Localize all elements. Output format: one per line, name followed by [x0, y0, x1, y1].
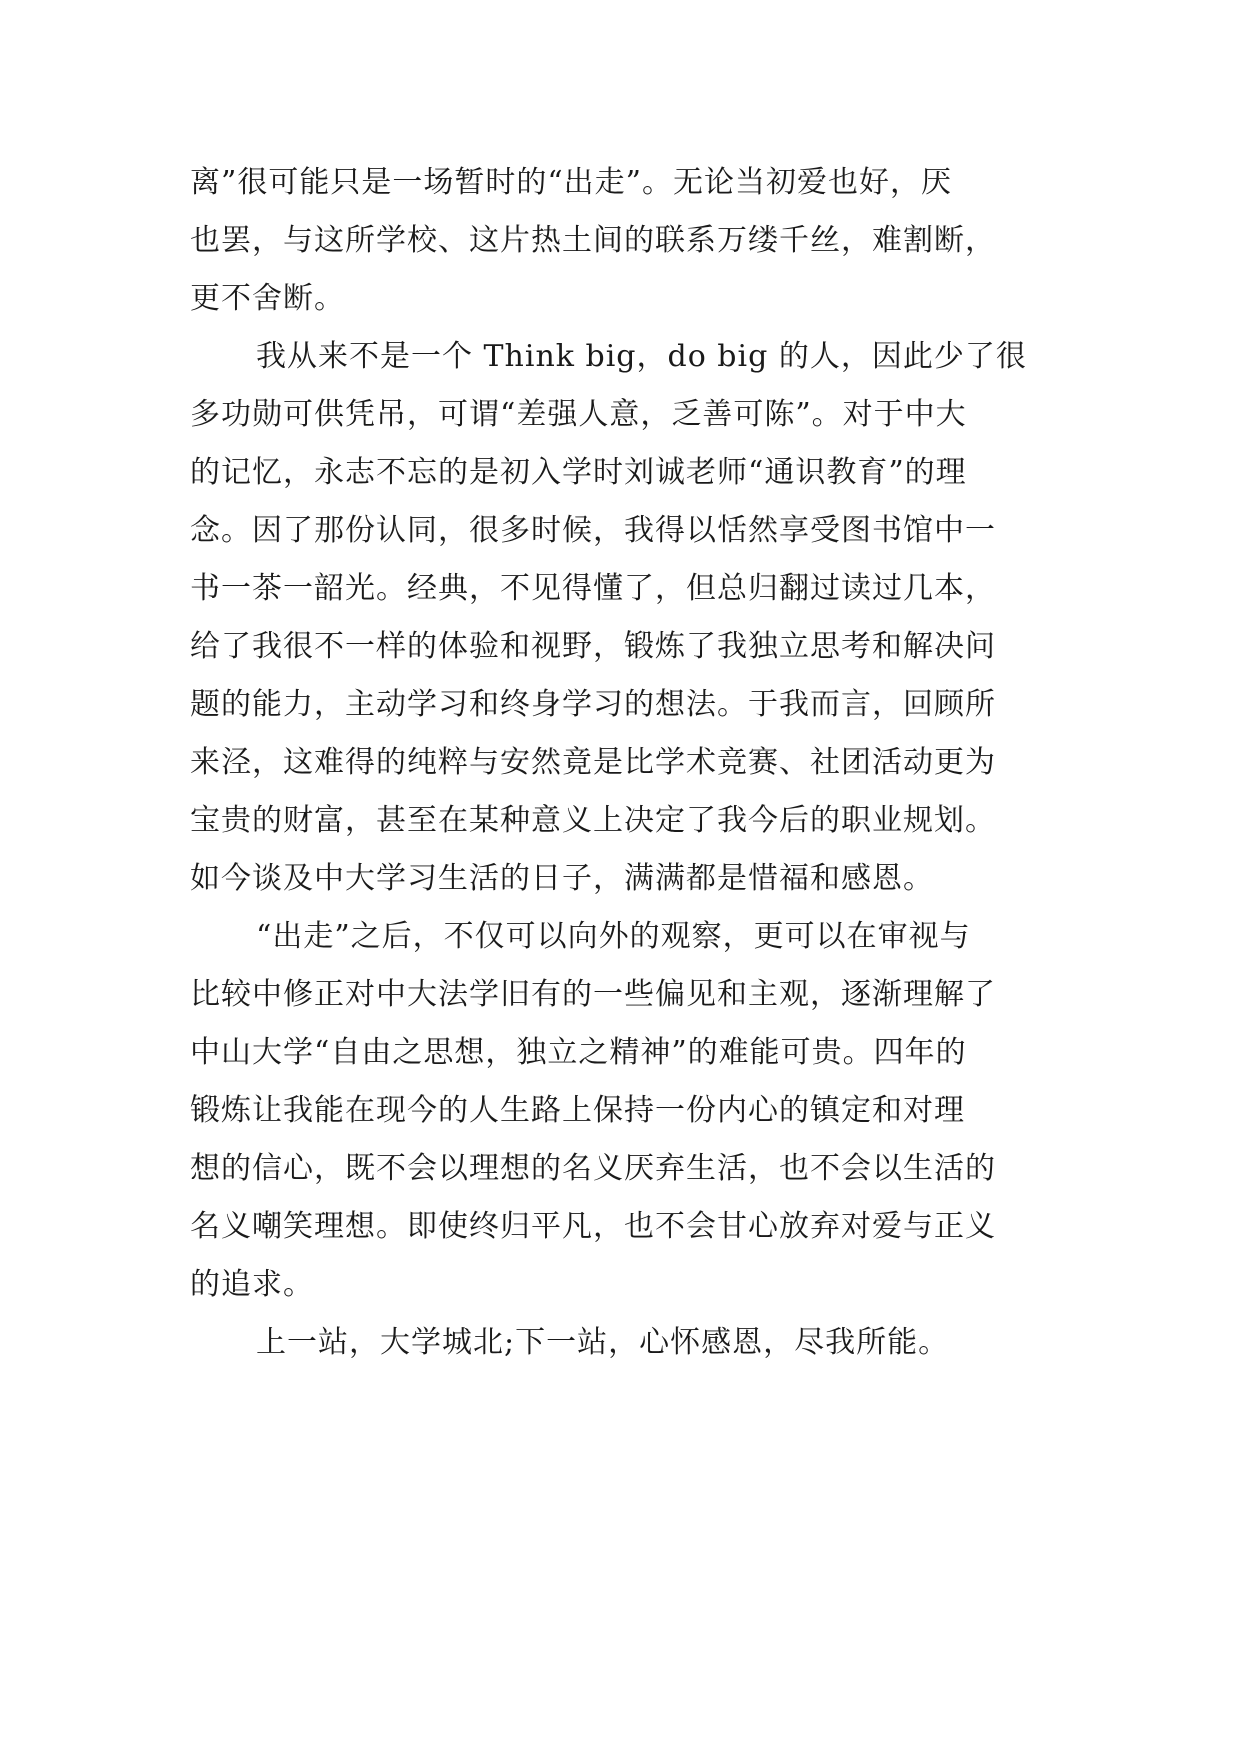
paragraph-1	[190, 154, 1070, 328]
paragraph-3	[190, 908, 1070, 1314]
text-line: 离”很可能只是一场暂时的“出走”。无论当初爱也好，厌	[190, 165, 953, 200]
text-line: 题的能力，主动学习和终身学习的想法。于我而言，回顾所	[190, 687, 996, 722]
text-line: 名义嘲笑理想。即使终归平凡，也不会甘心放弃对爱与正义	[190, 1209, 996, 1244]
document-body	[190, 154, 1070, 1372]
text-line: “出走”之后，不仅可以向外的观察，更可以在审视与	[256, 919, 971, 954]
text-line: 的记忆，永志不忘的是初入学时刘诚老师“通识教育”的理	[190, 455, 967, 490]
text-line: 比较中修正对中大法学旧有的一些偏见和主观，逐渐理解了	[190, 977, 996, 1012]
text-line: 书一茶一韶光。经典，不见得懂了，但总归翻过读过几本，	[190, 571, 996, 606]
text-line: 上一站，大学城北;下一站，心怀感恩，尽我所能。	[256, 1325, 950, 1360]
text-line: 多功勋可供凭吊，可谓“差强人意，乏善可陈”。对于中大	[190, 397, 967, 432]
text-line: 我从来不是一个 Think big，do big 的人，因此少了很	[256, 339, 1027, 374]
text-line: 宝贵的财富，甚至在某种意义上决定了我今后的职业规划。	[190, 803, 996, 838]
text-line: 来泾，这难得的纯粹与安然竟是比学术竞赛、社团活动更为	[190, 745, 996, 780]
text-line: 给了我很不一样的体验和视野，锻炼了我独立思考和解决问	[190, 629, 996, 664]
paragraph-2	[190, 328, 1070, 908]
paragraph-4	[190, 1314, 1070, 1372]
text-line: 想的信心，既不会以理想的名义厌弃生活，也不会以生活的	[190, 1151, 996, 1186]
text-line: 如今谈及中大学习生活的日子，满满都是惜福和感恩。	[190, 861, 934, 896]
text-line: 更不舍断。	[190, 281, 345, 316]
text-line: 中山大学“自由之思想，独立之精神”的难能可贵。四年的	[190, 1035, 967, 1070]
text-line: 也罢，与这所学校、这片热土间的联系万缕千丝，难割断，	[190, 223, 996, 258]
text-line: 念。因了那份认同，很多时候，我得以恬然享受图书馆中一	[190, 513, 996, 548]
text-line: 锻炼让我能在现今的人生路上保持一份内心的镇定和对理	[190, 1093, 965, 1128]
text-line: 的追求。	[190, 1267, 314, 1302]
